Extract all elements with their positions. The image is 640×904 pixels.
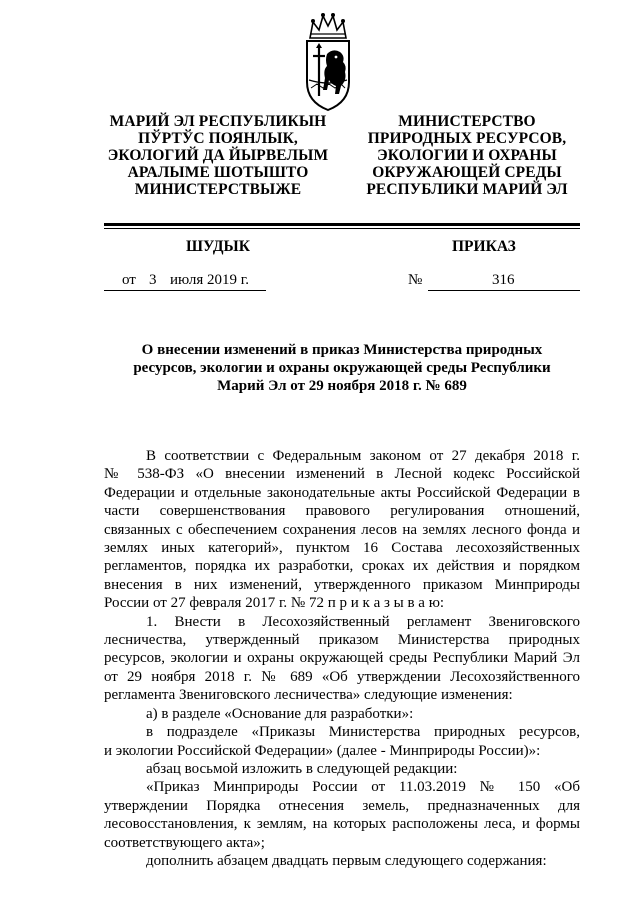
- body-line: утверждении Порядка отнесения земель, предназначенных для: [104, 797, 580, 814]
- body-line: лесовосстановления, к землям, на которых расположены леса, и формы: [104, 816, 580, 833]
- body-line: регламентов, порядка их разработки, сроках их действия и порядком: [104, 558, 580, 575]
- body-line: регламента Звениговского лесничества» следующие изменения:: [104, 687, 513, 704]
- body-line: от 29 ноября 2018 г. № 689 «Об утверждении Лесохозяйственного: [104, 668, 580, 685]
- body-line: в подразделе «Приказы Министерства природных ресурсов,: [146, 724, 580, 741]
- header-divider-thin: [104, 228, 580, 229]
- ministry-name-russian: МИНИСТЕРСТВО ПРИРОДНЫХ РЕСУРСОВ, ЭКОЛОГИИ И ОХРАНЫ ОКРУЖАЮЩЕЙ СРЕДЫ РЕСПУБЛИКИ МАРИЙ ЭЛ: [366, 113, 568, 198]
- body-line: № 538-ФЗ «О внесении изменений в Лесной кодекс Российской: [104, 466, 580, 483]
- date-month-year: июля 2019 г.: [170, 272, 249, 288]
- body-line: «Приказ Минприроды России от 11.03.2019 № 150 «Об: [146, 779, 580, 796]
- body-line: России от 27 февраля 2017 г. № 72 п р и к а з ы в а ю:: [104, 595, 445, 612]
- body-line: В соответствии с Федеральным законом от 27 декабря 2018 г.: [146, 448, 580, 464]
- document-title: О внесении изменений в приказ Министерства природных ресурсов, экологии и охраны окружающей среды Республики Марий Эл от 29 ноября 2018 г. № 689: [133, 342, 551, 394]
- body-line: Федерации и отдельные законодательные акты Российской Федерации в: [104, 484, 580, 501]
- body-line: и экологии Российской Федерации» (далее - Минприроды России)»:: [104, 742, 541, 759]
- number-field: [428, 272, 580, 291]
- body-line: а) в разделе «Основание для разработки»:: [146, 705, 414, 722]
- body-line: внесения в них изменений, утвержденного приказом Минприроды: [104, 576, 580, 593]
- date-day: 3: [149, 272, 157, 288]
- date-prefix: от: [122, 272, 136, 288]
- order-number: 316: [492, 272, 515, 288]
- number-sign: №: [408, 272, 423, 288]
- coat-of-arms-icon: [303, 10, 353, 114]
- body-line: части совершенствования правового регулирования отношений,: [104, 503, 580, 520]
- document-body: [104, 447, 580, 870]
- body-line: связанных с обеспечением сохранения лесов на землях лесного фонда и: [104, 521, 580, 538]
- body-line: абзац восьмой изложить в следующей редакции:: [146, 760, 458, 777]
- body-line: дополнить абзацем двадцать первым следующего содержания:: [146, 852, 547, 869]
- body-line: соответствующего акта»;: [104, 834, 265, 851]
- body-line: ресурсов, экологии и охраны окружающей среды Республики Марий Эл: [104, 650, 580, 667]
- date-field: [104, 272, 266, 291]
- doc-type-russian: ПРИКАЗ: [452, 238, 516, 255]
- body-line: лесничества, утвержденный приказом Министерства природных: [104, 632, 580, 649]
- header-divider-thick: [104, 223, 580, 226]
- ministry-name-mari: МАРИЙ ЭЛ РЕСПУБЛИКЫН ПЎРТЎС ПОЯНЛЫК, ЭКОЛОГИЙ ДА ЙЫРВЕЛЫМ АРАЛЫМЕ ШОТЫШТО МИНИСТЕРСТВЫЖЕ: [107, 113, 329, 198]
- body-line: землях иных категорий», пунктом 16 Состава лесохозяйственных: [104, 540, 580, 557]
- doc-type-mari: ШУДЫК: [186, 238, 250, 255]
- body-line: 1. Внести в Лесохозяйственный регламент Звениговского: [146, 613, 580, 630]
